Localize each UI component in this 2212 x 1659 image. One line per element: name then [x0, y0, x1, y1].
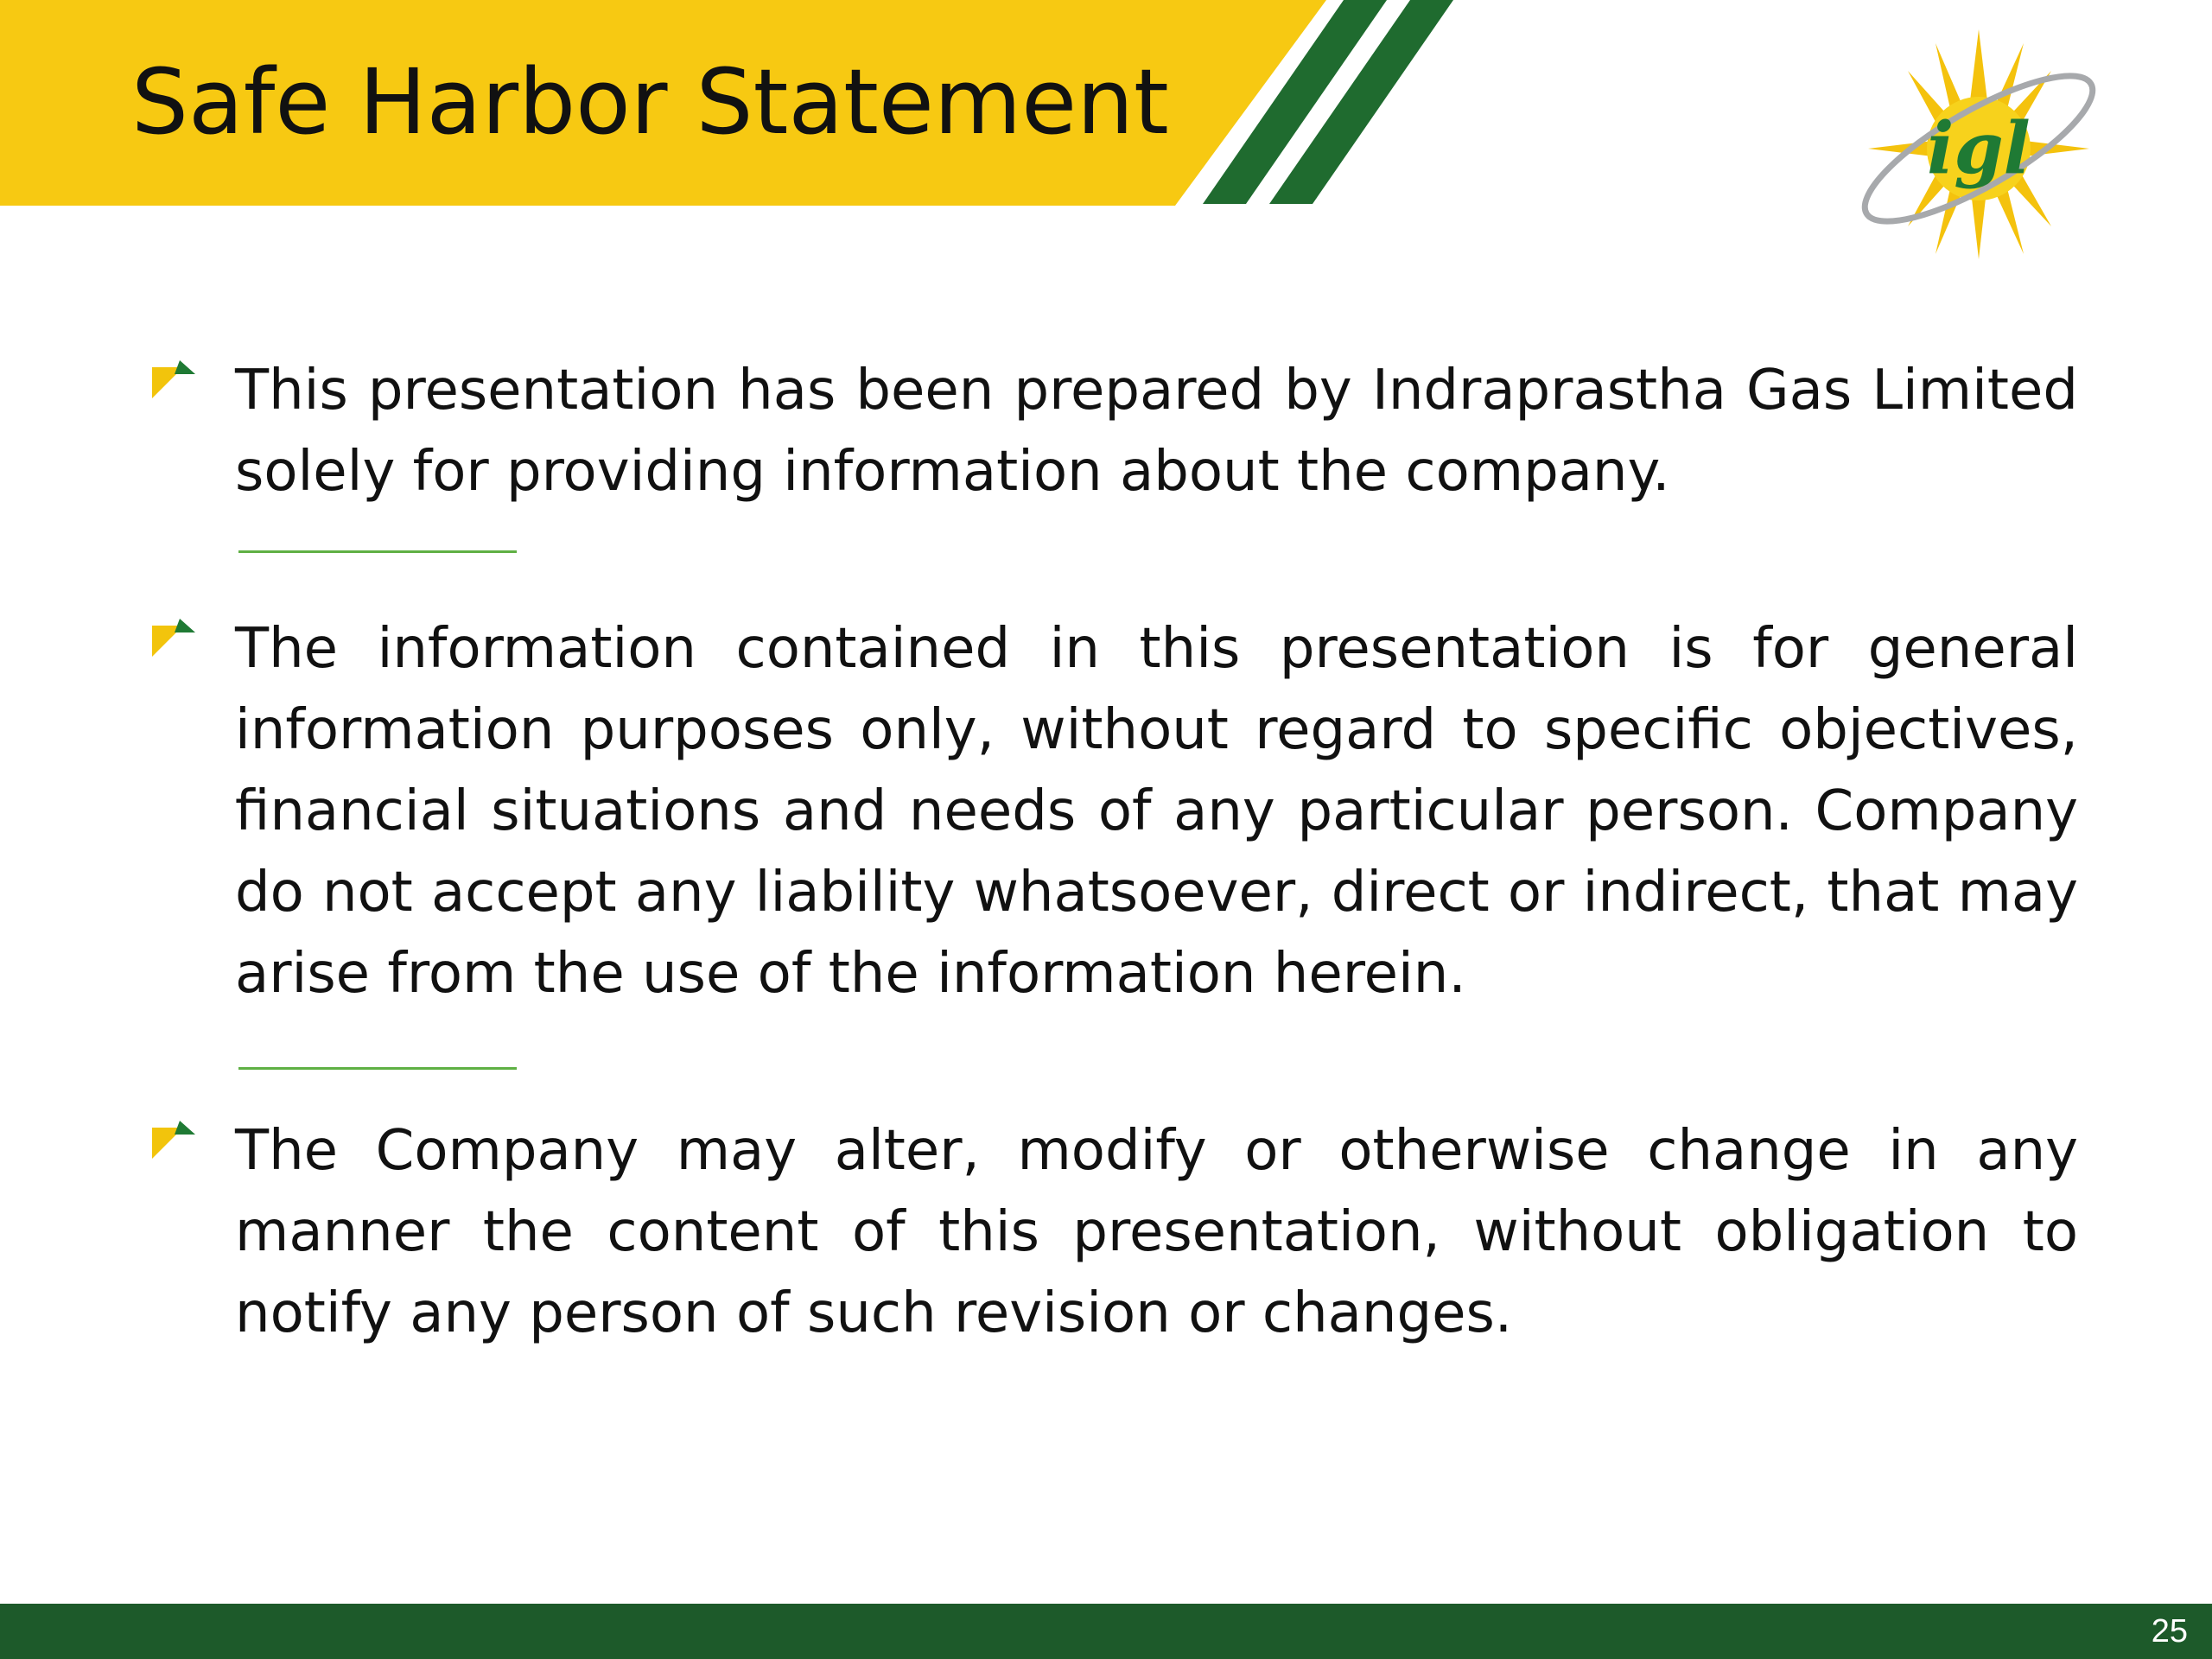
page-number: 25 [2151, 1613, 2188, 1649]
logo-text: igl [1927, 107, 2031, 190]
divider-line [238, 1067, 517, 1070]
bullet-text: This presentation has been prepared by Indraprastha Gas Limited solely for providing information about the company. [235, 359, 2078, 504]
igl-logo [1840, 19, 2126, 278]
divider-line [238, 550, 517, 553]
bullet-arrow-icon [149, 619, 197, 667]
bullet-text: The information contained in this presentation is for general information purposes only, without regard to specific objectives, financial situations and needs of any particular person. Company do not accept any liability whatsoever, direct or indirect, that may arise from the use of the information herein. [235, 617, 2078, 1006]
bullet-text: The Company may alter, modify or otherwise change in any manner the content of this presentation, without obligation to notify any person of such revision or changes. [235, 1119, 2078, 1345]
bullet-arrow-icon [149, 1121, 197, 1169]
slide-title: Safe Harbor Statement [131, 49, 1169, 155]
bullet-arrow-icon [149, 360, 197, 409]
footer-bar [0, 1604, 2212, 1659]
